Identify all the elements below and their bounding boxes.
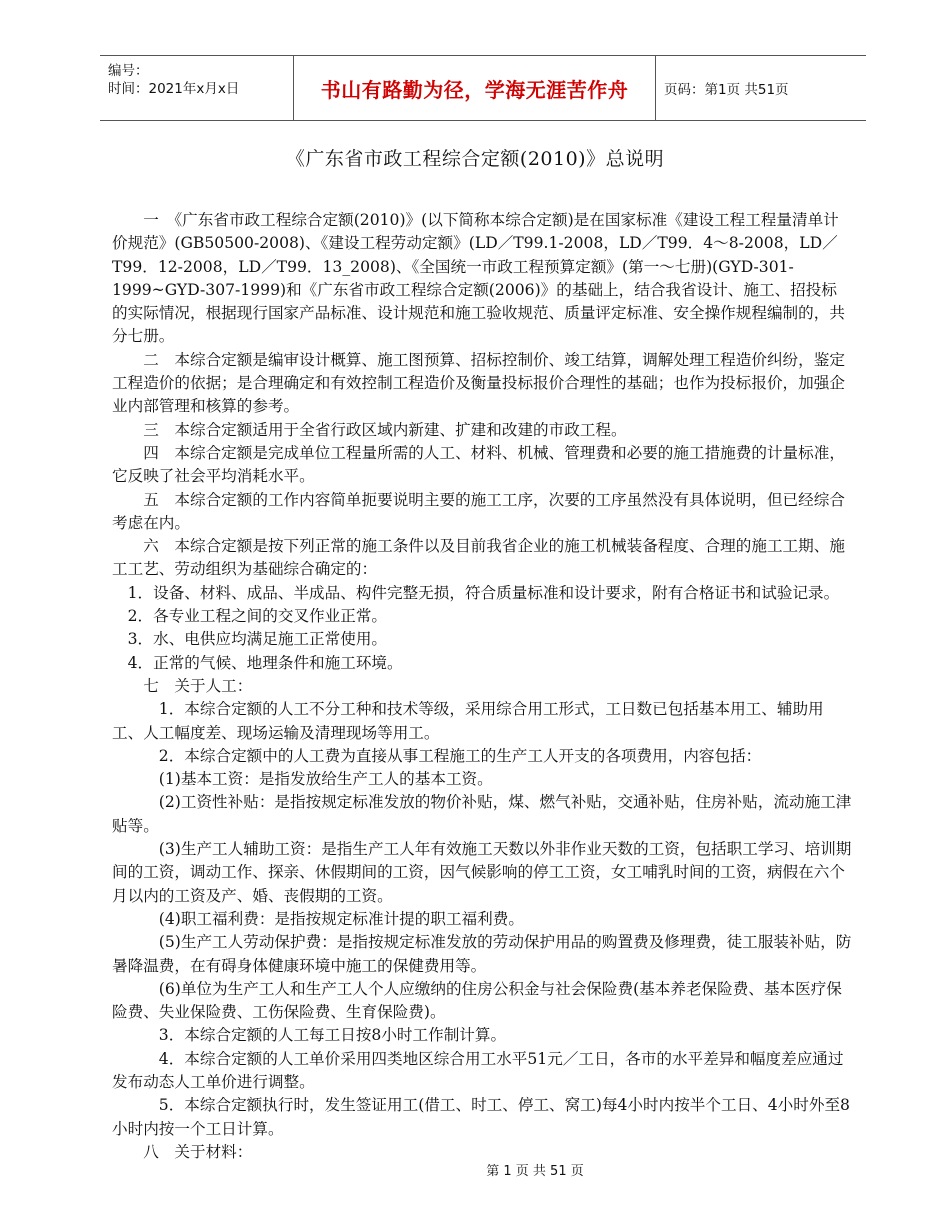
labor-item-3: 3．本综合定额的人工每工日按8小时工作制计算。 bbox=[112, 1026, 507, 1045]
list-item-condition-3: 3．水、电供应均满足施工正常使用。 bbox=[112, 630, 388, 649]
header-page-info: 页码：第1页 共51页 bbox=[664, 82, 789, 98]
paragraph-1: 一 《广东省市政工程综合定额(2010)》(以下简称本综合定额)是在国家标准《建设工程工程量清单计价规范》(GB50500-2008)、《建设工程劳动定额》(LD／T99.1-2008，LD／T99．4～8-2008，LD／T99．12-2008，LD／T99．13_2008)、《全国统一市政工程预算定额》(第一～七册)(GYD-301-1999~GYD-307-1999)和《广东省市政工程综合定额(2006)》的基础上，结合我省设计、施工、招投标的实际情况，根据现行国家产品标准、设计规范和施工验收规范、质量评定标准、安全操作规程编制的，共分七册。 bbox=[112, 211, 845, 346]
labor-item-1: 1．本综合定额的人工不分工种和技术等级，采用综合用工形式，工日数已包括基本用工、辅助用工、人工幅度差、现场运输及清理现场等用工。 bbox=[112, 700, 824, 742]
paragraph-3: 三 本综合定额适用于全省行政区域内新建、扩建和改建的市政工程。 bbox=[112, 420, 627, 439]
section-heading-materials: 八 关于材料： bbox=[112, 1142, 253, 1161]
labor-item-5: 5．本综合定额执行时，发生签证用工(借工、时工、停工、窝工)每4小时内按半个工日、4小时外至8小时内按一个工日计算。 bbox=[112, 1096, 850, 1138]
document-number-label: 编号： bbox=[108, 63, 149, 79]
labor-subitem-4: (4)职工福利费：是指按规定标准计提的职工福利费。 bbox=[112, 909, 524, 928]
list-item-condition-1: 1．设备、材料、成品、半成品、构件完整无损，符合质量标准和设计要求，附有合格证书和试验记录。 bbox=[112, 583, 840, 602]
labor-subitem-3: (3)生产工人辅助工资：是指生产工人年有效施工天数以外非作业天数的工资，包括职工学习、培训期间的工资，调动工作、探亲、休假期间的工资，因气候影响的停工工资，女工哺乳时间的工资，病假在六个月以内的工资及产、婚、丧假期的工资。 bbox=[112, 840, 852, 905]
labor-subitem-1: (1)基本工资：是指发放给生产工人的基本工资。 bbox=[112, 770, 493, 789]
header-meta bbox=[100, 56, 294, 120]
paragraph-2: 二 本综合定额是编审设计概算、施工图预算、招标控制价、竣工结算，调解处理工程造价纠纷，鉴定工程造价的依据；是合理确定和有效控制工程造价及衡量投标报价合理性的基础；也作为投标报价，加强企业内部管理和核算的参考。 bbox=[112, 350, 845, 416]
labor-subitem-6: (6)单位为生产工人和生产工人个人应缴纳的住房公积金与社会保险费(基本养老保险费、基本医疗保险费、失业保险费、工伤保险费、生育保险费)。 bbox=[112, 979, 842, 1022]
paragraph-4: 四 本综合定额是完成单位工程量所需的人工、材料、机械、管理费和必要的施工措施费的计量标准，它反映了社会平均消耗水平。 bbox=[112, 443, 845, 486]
paragraph-5: 五 本综合定额的工作内容简单扼要说明主要的施工工序，次要的工序虽然没有具体说明，但已经综合考虑在内。 bbox=[112, 490, 845, 532]
document-body bbox=[112, 209, 852, 1164]
labor-item-2: 2．本综合定额中的人工费为直接从事工程施工的生产工人开支的各项费用，内容包括： bbox=[112, 746, 762, 765]
document-time-label: 时间：2021年x月x日 bbox=[108, 81, 240, 97]
header-motto: 书山有路勤为径，学海无涯苦作舟 bbox=[294, 56, 656, 120]
labor-subitem-5: (5)生产工人劳动保护费：是指按规定标准发放的劳动保护用品的购置费及修理费，徒工服装补贴，防暑降温费，在有碍身体健康环境中施工的保健费用等。 bbox=[112, 933, 852, 975]
document-title: 《广东省市政工程综合定额(2010)》总说明 bbox=[285, 148, 665, 170]
section-heading-labor: 七 关于人工： bbox=[112, 676, 253, 695]
labor-subitem-2: (2)工资性补贴：是指按规定标准发放的物价补贴，煤、燃气补贴，交通补贴，住房补贴，流动施工津贴等。 bbox=[112, 793, 852, 835]
page-header bbox=[100, 55, 866, 121]
labor-item-4: 4．本综合定额的人工单价采用四类地区综合用工水平51元／工日，各市的水平差异和幅度差应通过发布动态人工单价进行调整。 bbox=[112, 1049, 844, 1091]
page-footer: 第 1 页 共 51 页 bbox=[486, 1164, 584, 1179]
list-item-condition-4: 4．正常的气候、地理条件和施工环境。 bbox=[112, 653, 403, 672]
list-item-condition-2: 2．各专业工程之间的交叉作业正常。 bbox=[112, 607, 388, 626]
paragraph-6: 六 本综合定额是按下列正常的施工条件以及目前我省企业的施工机械装备程度、合理的施工工期、施工工艺、劳动组织为基础综合确定的： bbox=[112, 537, 845, 579]
